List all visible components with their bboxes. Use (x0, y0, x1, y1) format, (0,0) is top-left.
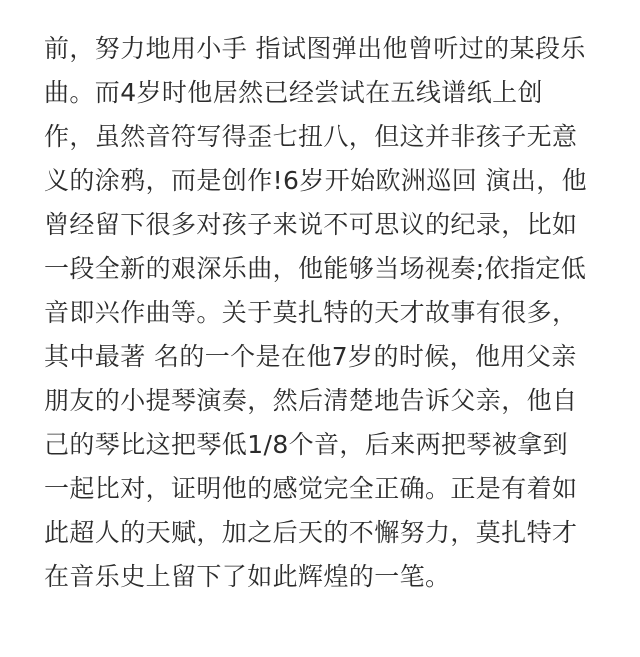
text-line: 曲。而4岁时他居然已经尝试在五线谱纸上创 (44, 78, 543, 107)
text-line: 朋友的小提琴演奏，然后清楚地告诉父亲，他自 (44, 386, 578, 415)
text-line: 音即兴作曲等。关于莫扎特的天才故事有很多， (44, 298, 578, 327)
text-line: 一段全新的艰深乐曲，他能够当场视奏;依指定低 (44, 254, 587, 283)
text-line: 前，努力地用小手 指试图弹出他曾听过的某段乐 (44, 34, 586, 63)
text-line: 此超人的天赋，加之后天的不懈努力，莫扎特才 (44, 518, 578, 547)
text-line: 作，虽然音符写得歪七扭八，但这并非孩子无意 (44, 122, 578, 151)
text-line: 一起比对，证明他的感觉完全正确。正是有着如 (44, 474, 578, 503)
text-line: 在音乐史上留下了如此辉煌的一笔。 (44, 562, 451, 591)
text-line: 曾经留下很多对孩子来说不可思议的纪录，比如 (44, 210, 578, 239)
text-line: 义的涂鸦，而是创作!6岁开始欧洲巡回 演出，他 (44, 166, 588, 195)
text-line: 其中最著 名的一个是在他7岁的时候，他用父亲 (44, 342, 577, 371)
text-line: 己的琴比这把琴低1/8个音，后来两把琴被拿到 (44, 430, 569, 459)
